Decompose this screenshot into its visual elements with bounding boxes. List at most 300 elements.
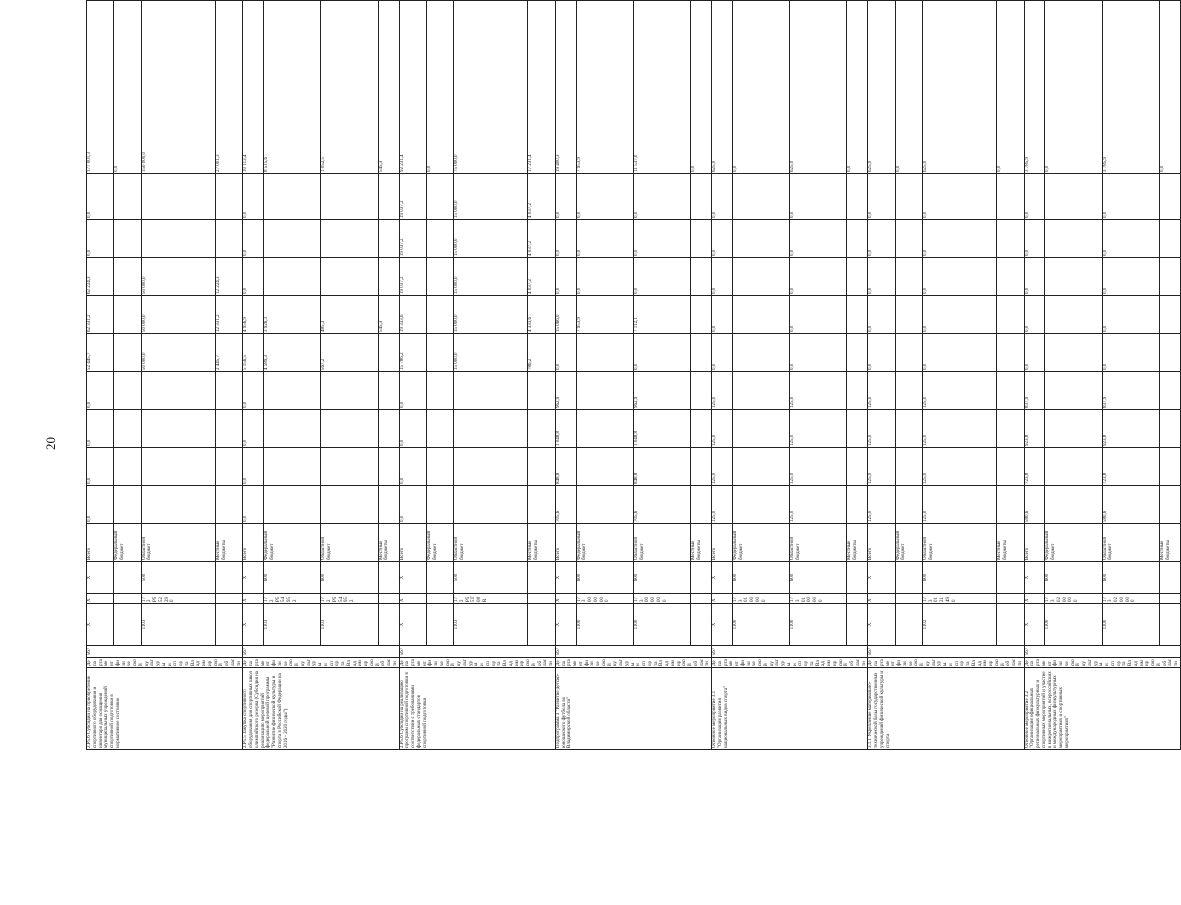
table-cell bbox=[1159, 220, 1180, 258]
table-cell: 125,0 bbox=[922, 486, 996, 524]
table-row bbox=[528, 1, 555, 750]
table-cell bbox=[895, 448, 922, 486]
table-cell: 17 3 02 00000 bbox=[1045, 594, 1102, 604]
table-cell bbox=[454, 372, 528, 410]
table-cell: 837,9 bbox=[1024, 372, 1045, 410]
table-cell: 19 333,6 bbox=[399, 296, 426, 334]
table-cell bbox=[732, 410, 789, 448]
table-cell: 0,0 bbox=[1102, 174, 1159, 220]
table-cell: 8 515,6 bbox=[264, 1, 321, 174]
table-cell: 62 331,2 bbox=[87, 296, 114, 334]
table-cell: Местные бюджеты bbox=[847, 524, 868, 562]
table-cell: 125,0 bbox=[790, 448, 847, 486]
measure-name-cell: Основное мероприятие 3.2 "Организация официальных региональных физкультурных и спортивных мероприятий и участие в межрегиональных, всероссийских и международных физкультурных мероприятиях и спортивных мероприятиях" bbox=[1024, 668, 1180, 750]
table-cell: 962,9 bbox=[555, 372, 576, 410]
table-cell bbox=[426, 220, 453, 258]
table-cell: 1100 bbox=[732, 604, 789, 646]
table-row bbox=[712, 1, 733, 750]
table-cell: 0,0 bbox=[868, 296, 895, 334]
table-cell bbox=[264, 372, 321, 410]
table-cell: Областной бюджет bbox=[790, 524, 847, 562]
table-cell: 567,2 bbox=[321, 334, 378, 372]
table-cell bbox=[1159, 258, 1180, 296]
table-cell bbox=[215, 562, 242, 594]
table-cell bbox=[691, 594, 712, 604]
table-cell: X bbox=[243, 594, 264, 604]
table-cell bbox=[114, 296, 141, 334]
table-row bbox=[454, 1, 528, 750]
table-cell bbox=[732, 220, 789, 258]
table-cell bbox=[454, 486, 528, 524]
table-cell: 600 bbox=[576, 562, 633, 594]
table-cell bbox=[576, 372, 633, 410]
table-cell: 17 3 01 21490 bbox=[922, 594, 996, 604]
table-cell bbox=[264, 448, 321, 486]
table-cell: 17 3 01 00000 bbox=[790, 594, 847, 604]
table-cell: 7 953,9 bbox=[576, 1, 633, 174]
table-cell: X bbox=[399, 562, 426, 594]
table-cell bbox=[691, 258, 712, 296]
table-cell bbox=[997, 562, 1024, 594]
table-row bbox=[691, 1, 712, 750]
table-cell bbox=[141, 448, 215, 486]
table-cell bbox=[321, 372, 378, 410]
table-cell bbox=[691, 562, 712, 594]
table-cell: 1100 bbox=[1102, 604, 1159, 646]
table-cell: 545,3 bbox=[378, 296, 399, 334]
table-cell: Федеральный бюджет bbox=[114, 524, 141, 562]
table-cell: X bbox=[555, 562, 576, 594]
table-row bbox=[922, 1, 996, 750]
table-row bbox=[1045, 1, 1102, 750]
table-cell: X bbox=[87, 594, 114, 604]
table-cell: 600 bbox=[321, 562, 378, 594]
table-cell bbox=[1159, 562, 1180, 594]
table-cell: 0,0 bbox=[790, 258, 847, 296]
table-cell: 0,0 bbox=[87, 448, 114, 486]
table-cell: 17 2 P5 54952 bbox=[321, 594, 378, 604]
table-cell: 7 953,9 bbox=[576, 296, 633, 334]
table-cell bbox=[378, 258, 399, 296]
table-cell bbox=[576, 334, 633, 372]
table-cell: 0,0 bbox=[868, 334, 895, 372]
table-cell bbox=[426, 296, 453, 334]
table-cell bbox=[997, 220, 1024, 258]
table-cell: X bbox=[712, 562, 733, 594]
table-cell: 0,0 bbox=[555, 174, 576, 220]
table-cell bbox=[215, 486, 242, 524]
table-cell: Федеральный бюджет bbox=[426, 524, 453, 562]
table-row bbox=[114, 1, 141, 750]
table-cell: Всего bbox=[243, 524, 264, 562]
table-cell bbox=[378, 448, 399, 486]
table-cell: 1103 bbox=[454, 604, 528, 646]
table-cell: 0,0 bbox=[712, 334, 733, 372]
table-cell: 125,0 bbox=[922, 410, 996, 448]
table-cell bbox=[378, 562, 399, 594]
table-row bbox=[321, 1, 378, 750]
table-cell: 1100 bbox=[576, 604, 633, 646]
table-cell bbox=[847, 562, 868, 594]
table-cell: 92 231,4 bbox=[399, 1, 426, 174]
table-cell: X bbox=[399, 604, 426, 646]
table-cell bbox=[321, 174, 378, 220]
table-cell: 62 224,3 bbox=[87, 258, 114, 296]
table-cell: X bbox=[1024, 562, 1045, 594]
table-cell bbox=[378, 604, 399, 646]
table-cell bbox=[528, 562, 555, 594]
table-cell: 600 bbox=[633, 562, 690, 594]
table-cell: 600 bbox=[922, 562, 996, 594]
table-cell: 17 3 01 00000 bbox=[732, 594, 789, 604]
table-cell: Местные бюджеты bbox=[528, 524, 555, 562]
table-row bbox=[141, 1, 215, 750]
table-cell bbox=[378, 594, 399, 604]
measure-name-cell: Основное мероприятие 3.1 "Организация развития национальных видов спорта" bbox=[712, 668, 868, 750]
table-cell bbox=[215, 410, 242, 448]
executor-cell: Департамент физической культуры и спорта Владимирской области bbox=[243, 659, 398, 666]
table-cell: 17 231,4 bbox=[528, 1, 555, 174]
table-cell: 0,0 bbox=[712, 258, 733, 296]
table-cell: 125,0 bbox=[790, 486, 847, 524]
table-cell bbox=[847, 258, 868, 296]
table-cell: 0,0 bbox=[399, 410, 426, 448]
table-cell bbox=[1045, 296, 1102, 334]
table-cell bbox=[378, 486, 399, 524]
grbs-code-cell: 567 bbox=[555, 646, 711, 658]
table-cell: 12 224,3 bbox=[215, 258, 242, 296]
table-cell: Областной бюджет bbox=[454, 524, 528, 562]
table-cell: 125,0 bbox=[868, 372, 895, 410]
table-cell bbox=[1159, 448, 1180, 486]
table-cell: 150 000,0 bbox=[141, 1, 215, 174]
table-cell bbox=[141, 220, 215, 258]
table-row bbox=[790, 1, 847, 750]
table-cell bbox=[847, 334, 868, 372]
table-cell bbox=[378, 220, 399, 258]
table-cell bbox=[691, 604, 712, 646]
table-cell: Всего bbox=[712, 524, 733, 562]
table-cell bbox=[895, 372, 922, 410]
table-cell bbox=[1045, 258, 1102, 296]
table-cell: 0,0 bbox=[576, 220, 633, 258]
table-cell bbox=[847, 604, 868, 646]
table-cell: 75 000,0 bbox=[454, 1, 528, 174]
table-cell bbox=[1159, 334, 1180, 372]
table-cell: 17 2 P5 52290 bbox=[141, 594, 215, 604]
table-cell: 177 001,3 bbox=[87, 1, 114, 174]
table-cell: 1100 bbox=[790, 604, 847, 646]
table-cell bbox=[321, 410, 378, 448]
table-cell bbox=[1045, 486, 1102, 524]
table-cell: 837,9 bbox=[1102, 372, 1159, 410]
table-cell: 12 331,2 bbox=[215, 296, 242, 334]
table-cell: 923,8 bbox=[1024, 410, 1045, 448]
grbs-code-cell: 567 bbox=[868, 646, 1024, 658]
table-cell: 1 048,8 bbox=[633, 410, 690, 448]
table-cell: 0,0 bbox=[997, 1, 1024, 174]
table-cell: 600 bbox=[1045, 562, 1102, 594]
table-cell: Федеральный бюджет bbox=[732, 524, 789, 562]
table-cell bbox=[114, 372, 141, 410]
table-row bbox=[895, 1, 922, 750]
table-cell: 0,0 bbox=[243, 174, 264, 220]
table-cell: 1 052,5 bbox=[321, 1, 378, 174]
table-cell: X bbox=[87, 604, 114, 646]
table-cell: 600 bbox=[790, 562, 847, 594]
executor-cell: Департамент физической культуры и спорта Владимирской области bbox=[555, 659, 711, 666]
table-cell bbox=[114, 410, 141, 448]
table-cell bbox=[114, 594, 141, 604]
table-cell: 15 000,0 bbox=[454, 220, 528, 258]
table-cell bbox=[691, 174, 712, 220]
table-cell: 625,0 bbox=[922, 1, 996, 174]
table-cell: 0,0 bbox=[87, 220, 114, 258]
table-cell bbox=[576, 410, 633, 448]
table-cell bbox=[895, 410, 922, 448]
table-cell: Областной бюджет bbox=[633, 524, 690, 562]
table-row bbox=[633, 1, 690, 750]
table-cell: Всего bbox=[555, 524, 576, 562]
table-cell bbox=[1045, 448, 1102, 486]
table-cell bbox=[114, 562, 141, 594]
table-cell: 0,0 bbox=[1159, 1, 1180, 174]
table-cell bbox=[114, 220, 141, 258]
table-cell: 0,0 bbox=[1102, 220, 1159, 258]
table-cell bbox=[847, 220, 868, 258]
table-cell bbox=[847, 296, 868, 334]
table-cell: 625,0 bbox=[712, 1, 733, 174]
table-cell bbox=[114, 448, 141, 486]
table-cell bbox=[732, 372, 789, 410]
table-row bbox=[732, 1, 789, 750]
table-cell: 125,0 bbox=[712, 448, 733, 486]
table-cell bbox=[732, 448, 789, 486]
table-cell: 50 000,0 bbox=[141, 334, 215, 372]
table-cell bbox=[691, 486, 712, 524]
table-cell: 600 bbox=[1102, 562, 1159, 594]
table-cell: 3 785,9 bbox=[1102, 1, 1159, 174]
table-cell bbox=[215, 372, 242, 410]
table-cell bbox=[215, 448, 242, 486]
table-cell bbox=[997, 604, 1024, 646]
table-cell bbox=[997, 258, 1024, 296]
table-cell bbox=[264, 258, 321, 296]
table-cell bbox=[576, 486, 633, 524]
table-cell: Всего bbox=[868, 524, 895, 562]
table-cell: 0,0 bbox=[712, 296, 733, 334]
measure-name-cell: Подпрограмма 3 "Развитие детско-юношеского футбола во Владимирской области" bbox=[555, 668, 711, 750]
table-cell bbox=[264, 174, 321, 220]
table-cell bbox=[528, 448, 555, 486]
table-cell: 15 000,0 bbox=[454, 258, 528, 296]
table-cell: 52 445,7 bbox=[87, 334, 114, 372]
table-cell bbox=[997, 296, 1024, 334]
table-cell: 17 2 P5 5Т08R bbox=[454, 594, 528, 604]
table-cell bbox=[264, 220, 321, 258]
table-cell: 27 001,3 bbox=[215, 1, 242, 174]
table-cell bbox=[997, 486, 1024, 524]
grbs-code-cell: 567 bbox=[87, 646, 243, 658]
table-cell: 10 113,4 bbox=[243, 1, 264, 174]
table-cell bbox=[215, 220, 242, 258]
table-cell bbox=[732, 486, 789, 524]
table-cell bbox=[732, 334, 789, 372]
table-cell: 0,0 bbox=[399, 448, 426, 486]
table-cell bbox=[454, 448, 528, 486]
table-row bbox=[264, 1, 321, 750]
table-cell bbox=[114, 604, 141, 646]
table-cell: 0,0 bbox=[243, 372, 264, 410]
table-cell bbox=[691, 220, 712, 258]
table-cell: Федеральный бюджет bbox=[895, 524, 922, 562]
table-cell bbox=[378, 174, 399, 220]
table-cell: 0,0 bbox=[87, 410, 114, 448]
table-cell bbox=[378, 334, 399, 372]
table-cell bbox=[426, 334, 453, 372]
table-cell: 50 000,0 bbox=[141, 296, 215, 334]
table-cell: 19 400,3 bbox=[555, 1, 576, 174]
table-cell: Областной бюджет bbox=[1102, 524, 1159, 562]
table-cell: X bbox=[555, 604, 576, 646]
table-row bbox=[215, 1, 242, 750]
table-cell bbox=[141, 486, 215, 524]
table-cell: 962,9 bbox=[633, 372, 690, 410]
table-cell bbox=[895, 594, 922, 604]
table-cell: 0,0 bbox=[922, 258, 996, 296]
table-cell bbox=[847, 174, 868, 220]
table-cell: 705,6 bbox=[555, 486, 576, 524]
table-cell bbox=[378, 410, 399, 448]
table-cell: Местные бюджеты bbox=[691, 524, 712, 562]
table-cell: 0,0 bbox=[1024, 334, 1045, 372]
table-cell: 600 bbox=[732, 562, 789, 594]
table-cell: 0,0 bbox=[922, 174, 996, 220]
table-cell bbox=[895, 258, 922, 296]
table-cell: 15 000,0 bbox=[454, 174, 528, 220]
table-cell: 4 956,9 bbox=[243, 296, 264, 334]
table-cell: X bbox=[1024, 604, 1045, 646]
table-cell: 1103 bbox=[321, 604, 378, 646]
executor-cell: Департамент физической культуры и спорта Владимирской области bbox=[87, 659, 242, 666]
table-cell bbox=[264, 410, 321, 448]
table-cell: 723,8 bbox=[1102, 448, 1159, 486]
table-row bbox=[868, 1, 895, 750]
table-cell: 0,0 bbox=[732, 1, 789, 174]
table-cell: 848,8 bbox=[633, 448, 690, 486]
table-cell: Федеральный бюджет bbox=[264, 524, 321, 562]
table-cell bbox=[215, 174, 242, 220]
table-cell: 0,0 bbox=[576, 174, 633, 220]
table-cell: 0,0 bbox=[243, 486, 264, 524]
table-cell: 0,0 bbox=[555, 334, 576, 372]
executor-cell: Департамент физической культуры и спорта Владимирской области bbox=[1024, 659, 1179, 666]
table-cell bbox=[215, 604, 242, 646]
table-cell bbox=[1159, 296, 1180, 334]
table-cell: 0,0 bbox=[1024, 220, 1045, 258]
table-cell bbox=[691, 448, 712, 486]
table-cell: X bbox=[868, 604, 895, 646]
table-cell: 0,0 bbox=[633, 258, 690, 296]
table-row bbox=[378, 1, 399, 750]
table-cell: 19 037,2 bbox=[399, 174, 426, 220]
table-cell: 0,0 bbox=[691, 1, 712, 174]
table-cell bbox=[732, 174, 789, 220]
measure-name-cell: 3.1.1 Укрепление материально-технической базы государственных учреждений физической культуры и спорта bbox=[868, 668, 1024, 750]
table-cell: Всего bbox=[399, 524, 426, 562]
table-cell: 0,0 bbox=[114, 1, 141, 174]
table-cell: 0,0 bbox=[399, 372, 426, 410]
table-cell: 0,0 bbox=[868, 174, 895, 220]
table-cell: 1100 bbox=[633, 604, 690, 646]
table-cell: 0,0 bbox=[1102, 296, 1159, 334]
table-cell bbox=[847, 372, 868, 410]
table-cell: 0,0 bbox=[922, 220, 996, 258]
table-cell: 625,0 bbox=[790, 1, 847, 174]
table-cell bbox=[141, 174, 215, 220]
table-cell bbox=[997, 594, 1024, 604]
table-cell: 0,0 bbox=[922, 334, 996, 372]
table-cell: Местные бюджеты bbox=[378, 524, 399, 562]
table-cell: 705,6 bbox=[633, 486, 690, 524]
table-cell: 723,8 bbox=[1024, 448, 1045, 486]
table-cell: 4 037,2 bbox=[528, 220, 555, 258]
table-cell: 0,0 bbox=[790, 220, 847, 258]
table-cell: 2 445,7 bbox=[215, 334, 242, 372]
grbs-code-cell: 567 bbox=[1024, 646, 1180, 658]
table-cell: 4 333,6 bbox=[528, 296, 555, 334]
table-cell: 0,0 bbox=[847, 1, 868, 174]
table-row bbox=[555, 1, 576, 750]
table-cell bbox=[576, 448, 633, 486]
table-cell: X bbox=[868, 562, 895, 594]
table-cell bbox=[528, 486, 555, 524]
table-cell: 786,2 bbox=[528, 334, 555, 372]
table-cell bbox=[528, 594, 555, 604]
table-cell: 15 786,2 bbox=[399, 334, 426, 372]
table-cell: 15 000,0 bbox=[454, 296, 528, 334]
table-cell: 125,0 bbox=[712, 486, 733, 524]
table-cell: 1 048,8 bbox=[555, 410, 576, 448]
executor-cell: Департамент физической культуры и спорта Владимирской области bbox=[399, 659, 554, 666]
table-cell bbox=[114, 174, 141, 220]
table-cell bbox=[1159, 594, 1180, 604]
table-cell bbox=[997, 334, 1024, 372]
table-cell bbox=[321, 448, 378, 486]
table-cell bbox=[1045, 372, 1102, 410]
table-cell: 1103 bbox=[264, 604, 321, 646]
table-cell bbox=[321, 220, 378, 258]
table-cell: 17 3 00 00000 bbox=[633, 594, 690, 604]
table-cell: 848,8 bbox=[555, 448, 576, 486]
table-cell: 0,0 bbox=[1024, 296, 1045, 334]
table-cell bbox=[426, 604, 453, 646]
table-cell: 0,0 bbox=[868, 220, 895, 258]
table-cell bbox=[895, 562, 922, 594]
table-cell: X bbox=[868, 594, 895, 604]
table-cell: 125,0 bbox=[922, 448, 996, 486]
table-cell: 0,0 bbox=[790, 296, 847, 334]
table-cell: 125,0 bbox=[790, 372, 847, 410]
table-cell: 11 537,0 bbox=[633, 1, 690, 174]
table-cell: 0,0 bbox=[1024, 258, 1045, 296]
table-cell: 50 000,0 bbox=[141, 258, 215, 296]
table-row bbox=[1102, 1, 1159, 750]
table-cell bbox=[1159, 486, 1180, 524]
table-cell bbox=[895, 220, 922, 258]
table-row bbox=[426, 1, 453, 750]
table-cell bbox=[1045, 174, 1102, 220]
